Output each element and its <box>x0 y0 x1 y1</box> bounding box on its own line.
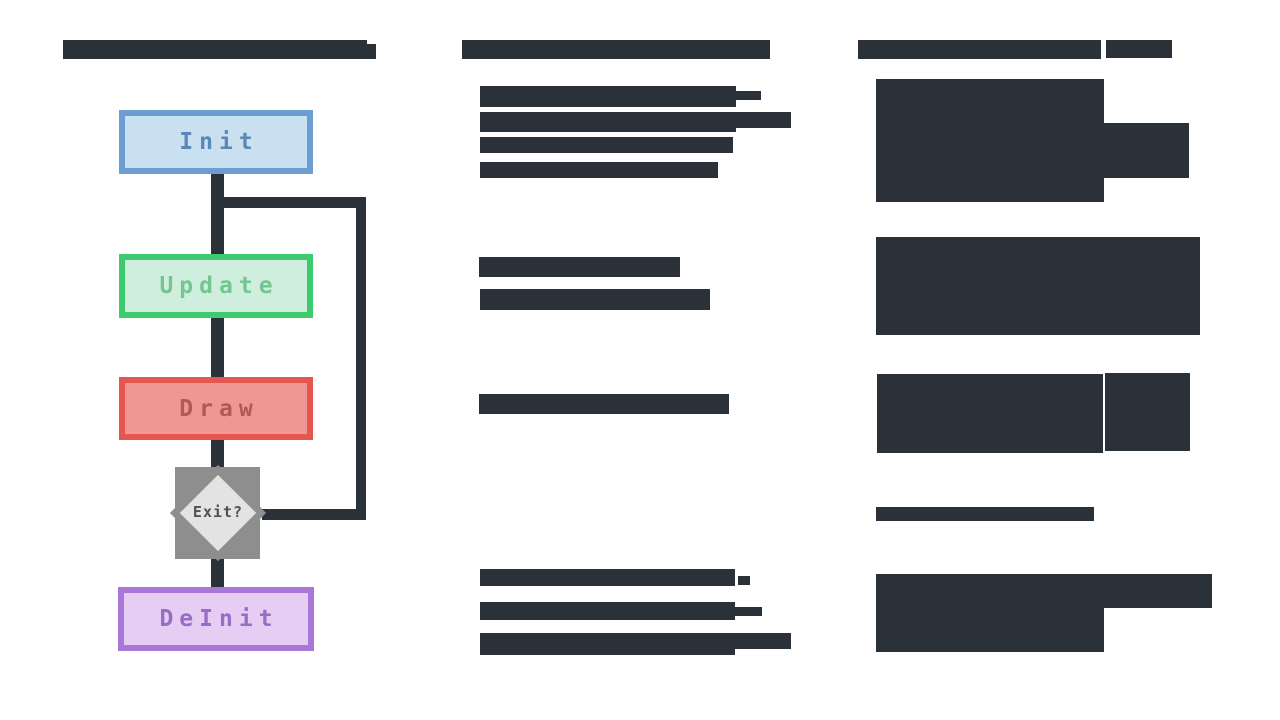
flowchart-node-init <box>119 110 313 174</box>
redacted-right-column-title <box>858 40 1101 59</box>
redacted-init-note-line-1-tail <box>736 91 761 100</box>
redacted-deinit-note-line-2 <box>480 602 735 620</box>
loop-connector-top <box>222 197 366 208</box>
redacted-update-note-line-2 <box>480 289 710 310</box>
redacted-deinit-note-line-3 <box>480 633 735 655</box>
redacted-left-column-title <box>63 40 367 59</box>
redacted-deinit-note-line-3-tail <box>735 633 791 649</box>
redacted-right-block-init-ext <box>1104 123 1189 178</box>
loop-connector-bottom <box>262 509 366 520</box>
redacted-init-note-line-1 <box>480 86 736 107</box>
flowchart-node-deinit <box>118 587 314 651</box>
node-update-label: Update <box>159 273 279 299</box>
redacted-init-note-line-3 <box>480 137 733 153</box>
redacted-update-note-line-1 <box>479 257 680 277</box>
connector-init-update <box>211 174 224 254</box>
redacted-right-block-draw <box>877 374 1103 453</box>
node-init-label: Init <box>179 129 259 155</box>
redacted-middle-column-title <box>462 40 770 59</box>
redacted-init-note-line-2-tail <box>736 112 791 128</box>
redacted-right-column-title-2 <box>1106 40 1172 58</box>
loop-connector-right <box>356 197 366 520</box>
connector-update-draw <box>211 318 224 377</box>
flowchart-node-draw <box>119 377 313 440</box>
redacted-deinit-note-line-1-tail <box>738 576 750 585</box>
redacted-left-column-title-tail <box>367 44 376 59</box>
flowchart-node-update <box>119 254 313 318</box>
redacted-right-block-init <box>876 79 1104 202</box>
node-draw-label: Draw <box>179 395 259 422</box>
redacted-deinit-note-line-2-tail <box>735 607 762 616</box>
redacted-deinit-note-line-1 <box>480 569 735 586</box>
redacted-init-note-line-2 <box>480 112 736 132</box>
exit-decision-label: Exit? <box>192 503 244 521</box>
redacted-right-block-draw-ext <box>1105 373 1190 451</box>
redacted-init-note-line-4 <box>480 162 718 178</box>
redacted-right-block-update <box>876 237 1200 335</box>
node-deinit-label: DeInit <box>159 606 279 632</box>
redacted-draw-note-line-1 <box>479 394 729 414</box>
redacted-right-block-deinit <box>876 574 1104 652</box>
redacted-right-line-exit <box>876 507 1094 521</box>
